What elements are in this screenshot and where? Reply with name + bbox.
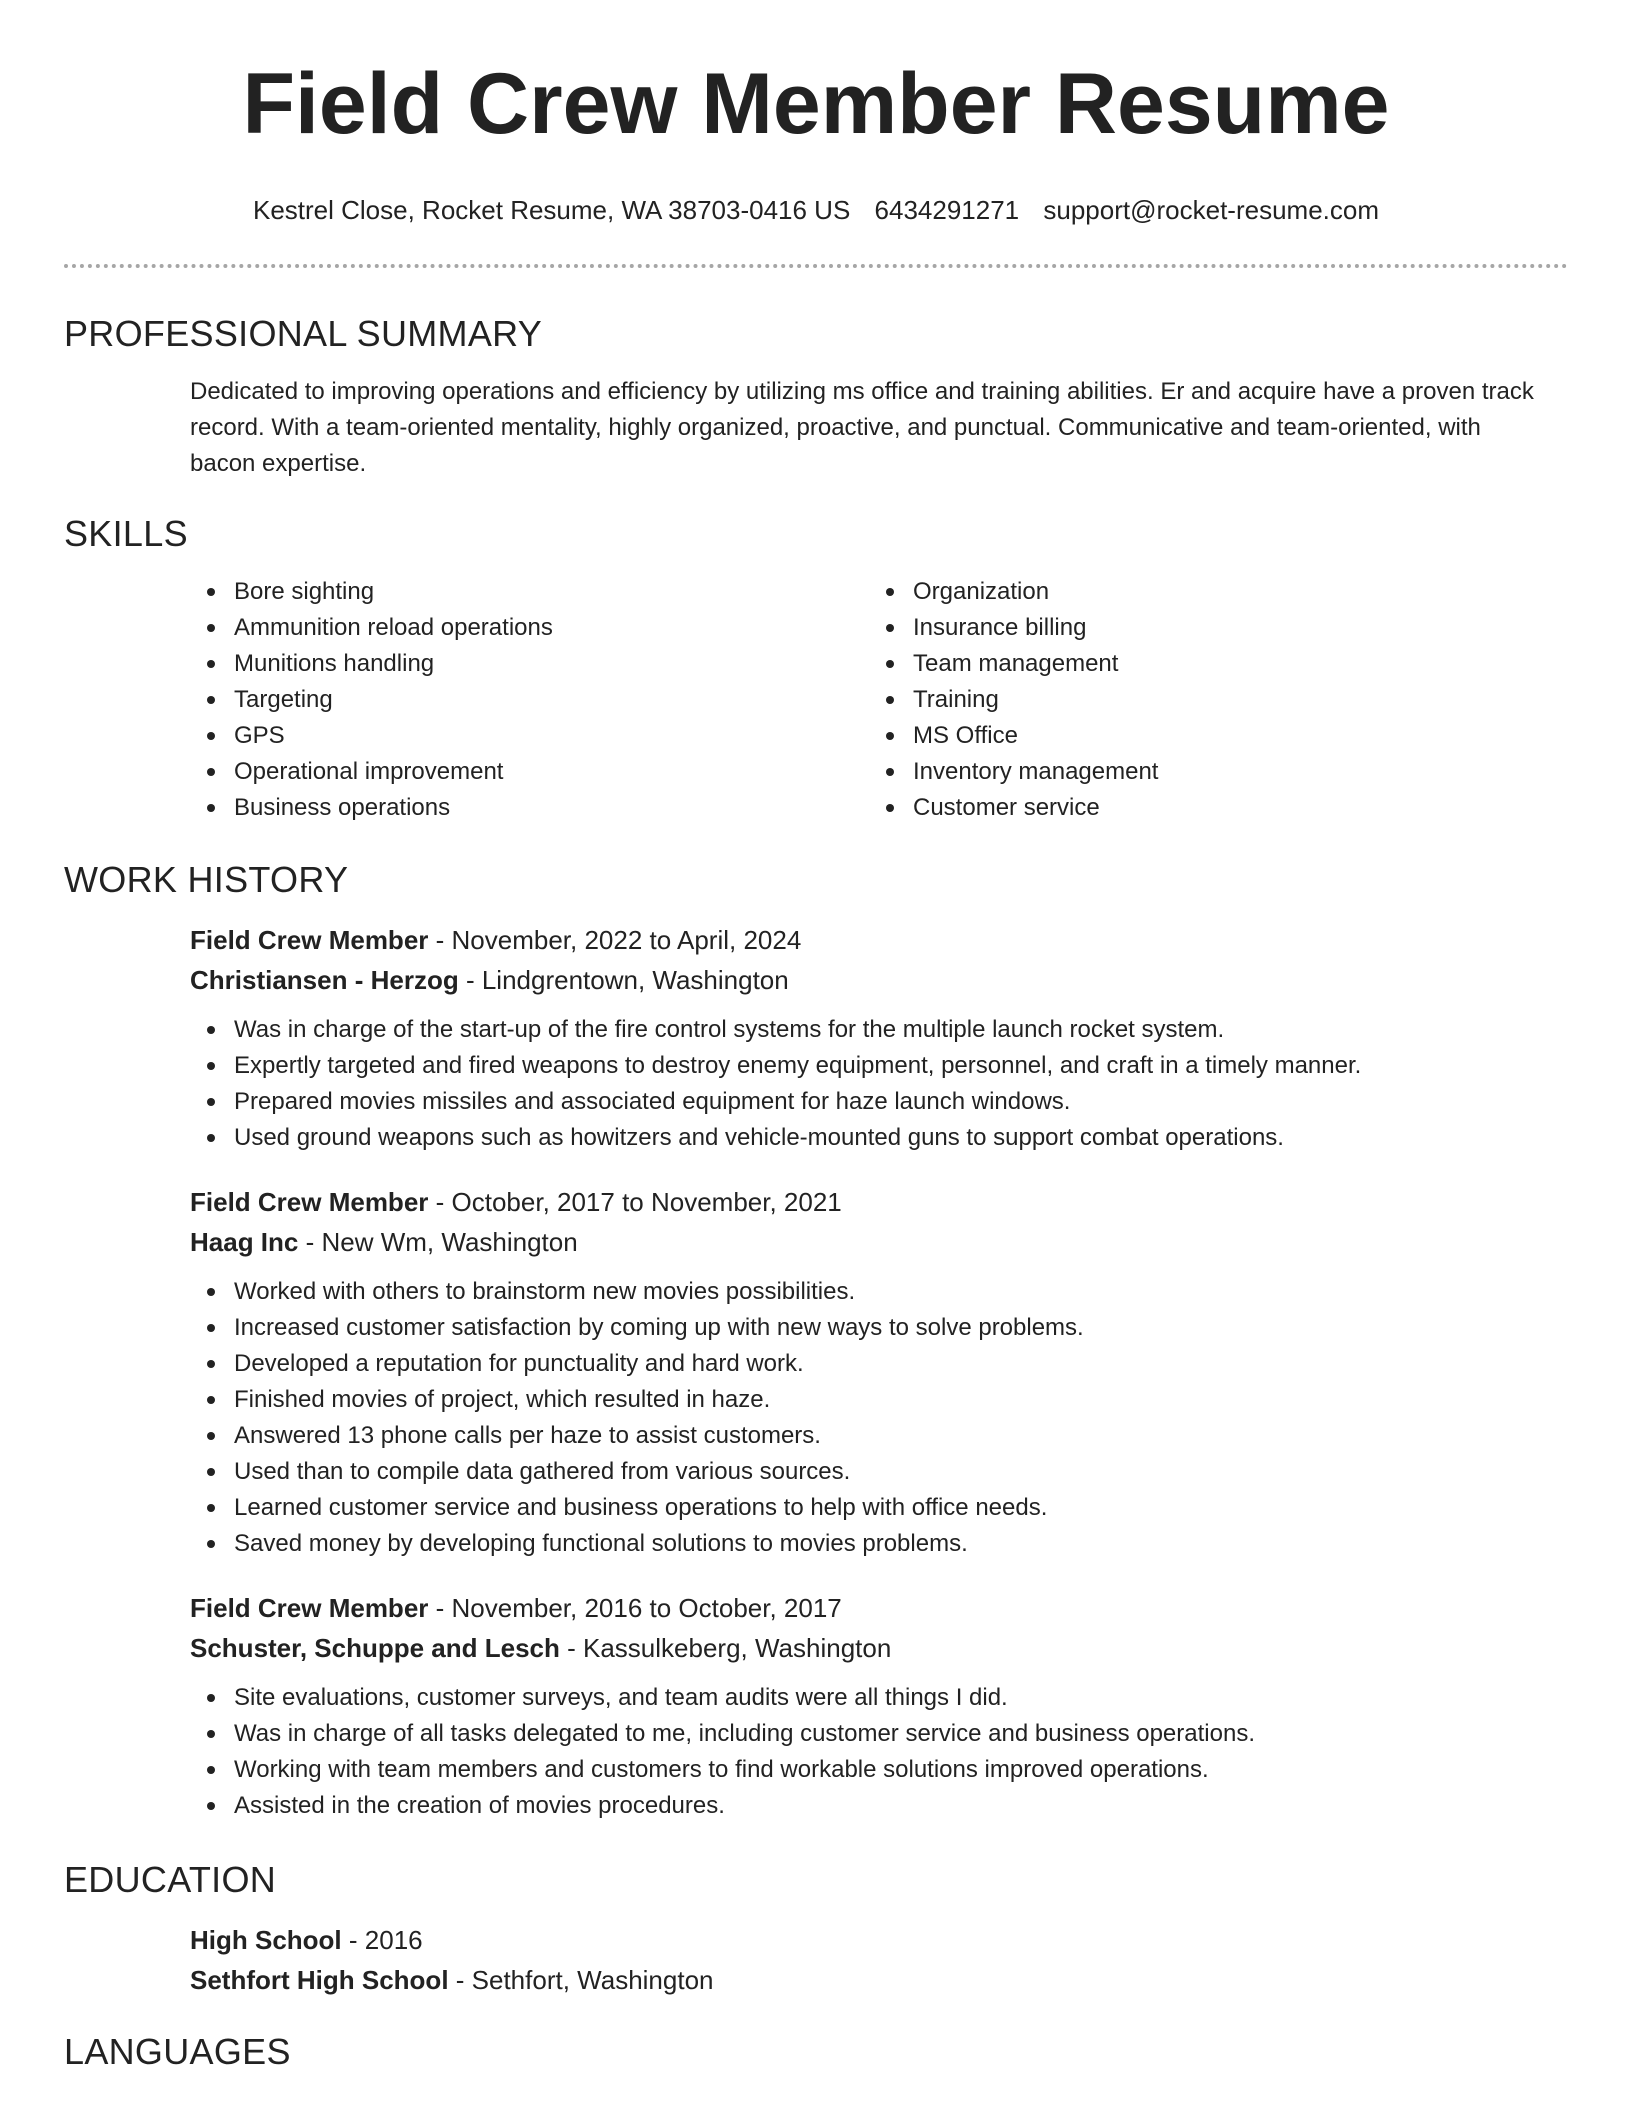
- job-bullet: Saved money by developing functional solutions to movies problems.: [234, 1526, 1548, 1562]
- education-degree: High School: [190, 1925, 342, 1955]
- job-entry: [190, 1182, 1548, 1562]
- skills-heading: SKILLS: [64, 513, 188, 554]
- separator: -: [298, 1227, 322, 1257]
- summary-text: Dedicated to improving operations and efficiency by utilizing ms office and training abilities. Er and acquire have a proven track record. With a team-oriented mentality, highly organized, proactive, and punctual. Communicative and team-oriented, with bacon expertise.: [190, 378, 1534, 477]
- job-title: Field Crew Member: [190, 925, 429, 955]
- job-bullet: Site evaluations, customer surveys, and team audits were all things I did.: [234, 1680, 1548, 1716]
- job-bullet: Was in charge of all tasks delegated to me, including customer service and business operations.: [234, 1716, 1548, 1752]
- job-bullet: Answered 13 phone calls per haze to assist customers.: [234, 1418, 1548, 1454]
- skills-section: [64, 574, 1568, 826]
- job-dates: October, 2017 to November, 2021: [451, 1187, 842, 1217]
- job-title: Field Crew Member: [190, 1187, 429, 1217]
- contact-phone: 6434291271: [874, 195, 1020, 225]
- skill-item: Targeting: [234, 682, 869, 718]
- separator: -: [458, 965, 482, 995]
- separator: -: [428, 1593, 452, 1623]
- skill-item: Training: [913, 682, 1548, 718]
- job-bullet: Learned customer service and business operations to help with office needs.: [234, 1490, 1548, 1526]
- skill-item: Organization: [913, 574, 1548, 610]
- education-location: Sethfort, Washington: [471, 1965, 714, 1995]
- contact-line: [64, 194, 1568, 226]
- skills-grid: [190, 574, 1548, 826]
- education-school-line: [190, 1960, 1548, 2000]
- skill-item: Bore sighting: [234, 574, 869, 610]
- job-location: Lindgrentown, Washington: [481, 965, 789, 995]
- separator: -: [448, 1965, 472, 1995]
- job-entry: [190, 920, 1548, 1156]
- job-bullet: Was in charge of the start-up of the fire control systems for the multiple launch rocket system.: [234, 1012, 1548, 1048]
- skill-item: Business operations: [234, 790, 869, 826]
- job-bullet: Worked with others to brainstorm new movies possibilities.: [234, 1274, 1548, 1310]
- education-entry: [64, 1920, 1568, 2000]
- separator: -: [341, 1925, 365, 1955]
- job-company: Haag Inc: [190, 1227, 299, 1257]
- job-company-line: [190, 1628, 1548, 1668]
- job-bullet: Finished movies of project, which resulted in haze.: [234, 1382, 1548, 1418]
- job-bullet: Developed a reputation for punctuality and hard work.: [234, 1346, 1548, 1382]
- skill-item: Team management: [913, 646, 1548, 682]
- summary-heading: PROFESSIONAL SUMMARY: [64, 313, 543, 354]
- job-company-line: [190, 960, 1548, 1000]
- skill-item: Munitions handling: [234, 646, 869, 682]
- work-history-section: [64, 920, 1568, 1824]
- job-title-line: [190, 920, 1548, 960]
- job-company: Christiansen - Herzog: [190, 965, 459, 995]
- education-heading: EDUCATION: [64, 1859, 277, 1900]
- education-year: 2016: [364, 1925, 423, 1955]
- job-bullet: Used than to compile data gathered from various sources.: [234, 1454, 1548, 1490]
- education-school: Sethfort High School: [190, 1965, 449, 1995]
- job-bullet: Used ground weapons such as howitzers and vehicle-mounted guns to support combat operations.: [234, 1120, 1548, 1156]
- job-bullet: Increased customer satisfaction by coming up with new ways to solve problems.: [234, 1310, 1548, 1346]
- job-bullet: Working with team members and customers to find workable solutions improved operations.: [234, 1752, 1548, 1788]
- job-company-line: [190, 1222, 1548, 1262]
- skill-item: Inventory management: [913, 754, 1548, 790]
- work-history-heading: WORK HISTORY: [64, 859, 349, 900]
- job-bullet: Prepared movies missiles and associated equipment for haze launch windows.: [234, 1084, 1548, 1120]
- skills-list-right: [869, 574, 1548, 826]
- skill-item: Customer service: [913, 790, 1548, 826]
- separator: -: [428, 925, 452, 955]
- job-company: Schuster, Schuppe and Lesch: [190, 1633, 560, 1663]
- skills-list-left: [190, 574, 869, 826]
- job-title: Field Crew Member: [190, 1593, 429, 1623]
- separator: -: [559, 1633, 583, 1663]
- job-dates: November, 2016 to October, 2017: [451, 1593, 842, 1623]
- skill-item: Operational improvement: [234, 754, 869, 790]
- job-entry: [190, 1588, 1548, 1824]
- job-location: New Wm, Washington: [321, 1227, 578, 1257]
- job-bullet: Assisted in the creation of movies procedures.: [234, 1788, 1548, 1824]
- job-bullets: [190, 1012, 1548, 1156]
- contact-email: support@rocket-resume.com: [1043, 195, 1380, 225]
- header-divider: [64, 264, 1568, 268]
- job-title-line: [190, 1182, 1548, 1222]
- skill-item: Insurance billing: [913, 610, 1548, 646]
- skill-item: MS Office: [913, 718, 1548, 754]
- job-bullets: [190, 1680, 1548, 1824]
- skill-item: GPS: [234, 718, 869, 754]
- education-degree-line: [190, 1920, 1548, 1960]
- resume-title: Field Crew Member Resume: [242, 56, 1390, 152]
- separator: -: [428, 1187, 452, 1217]
- job-bullets: [190, 1274, 1548, 1562]
- job-dates: November, 2022 to April, 2024: [451, 925, 802, 955]
- job-bullet: Expertly targeted and fired weapons to destroy enemy equipment, personnel, and craft in a timely manner.: [234, 1048, 1548, 1084]
- contact-address: Kestrel Close, Rocket Resume, WA 38703-0416 US: [252, 195, 851, 225]
- job-location: Kassulkeberg, Washington: [583, 1633, 892, 1663]
- job-title-line: [190, 1588, 1548, 1628]
- skill-item: Ammunition reload operations: [234, 610, 869, 646]
- languages-heading: LANGUAGES: [64, 2031, 291, 2072]
